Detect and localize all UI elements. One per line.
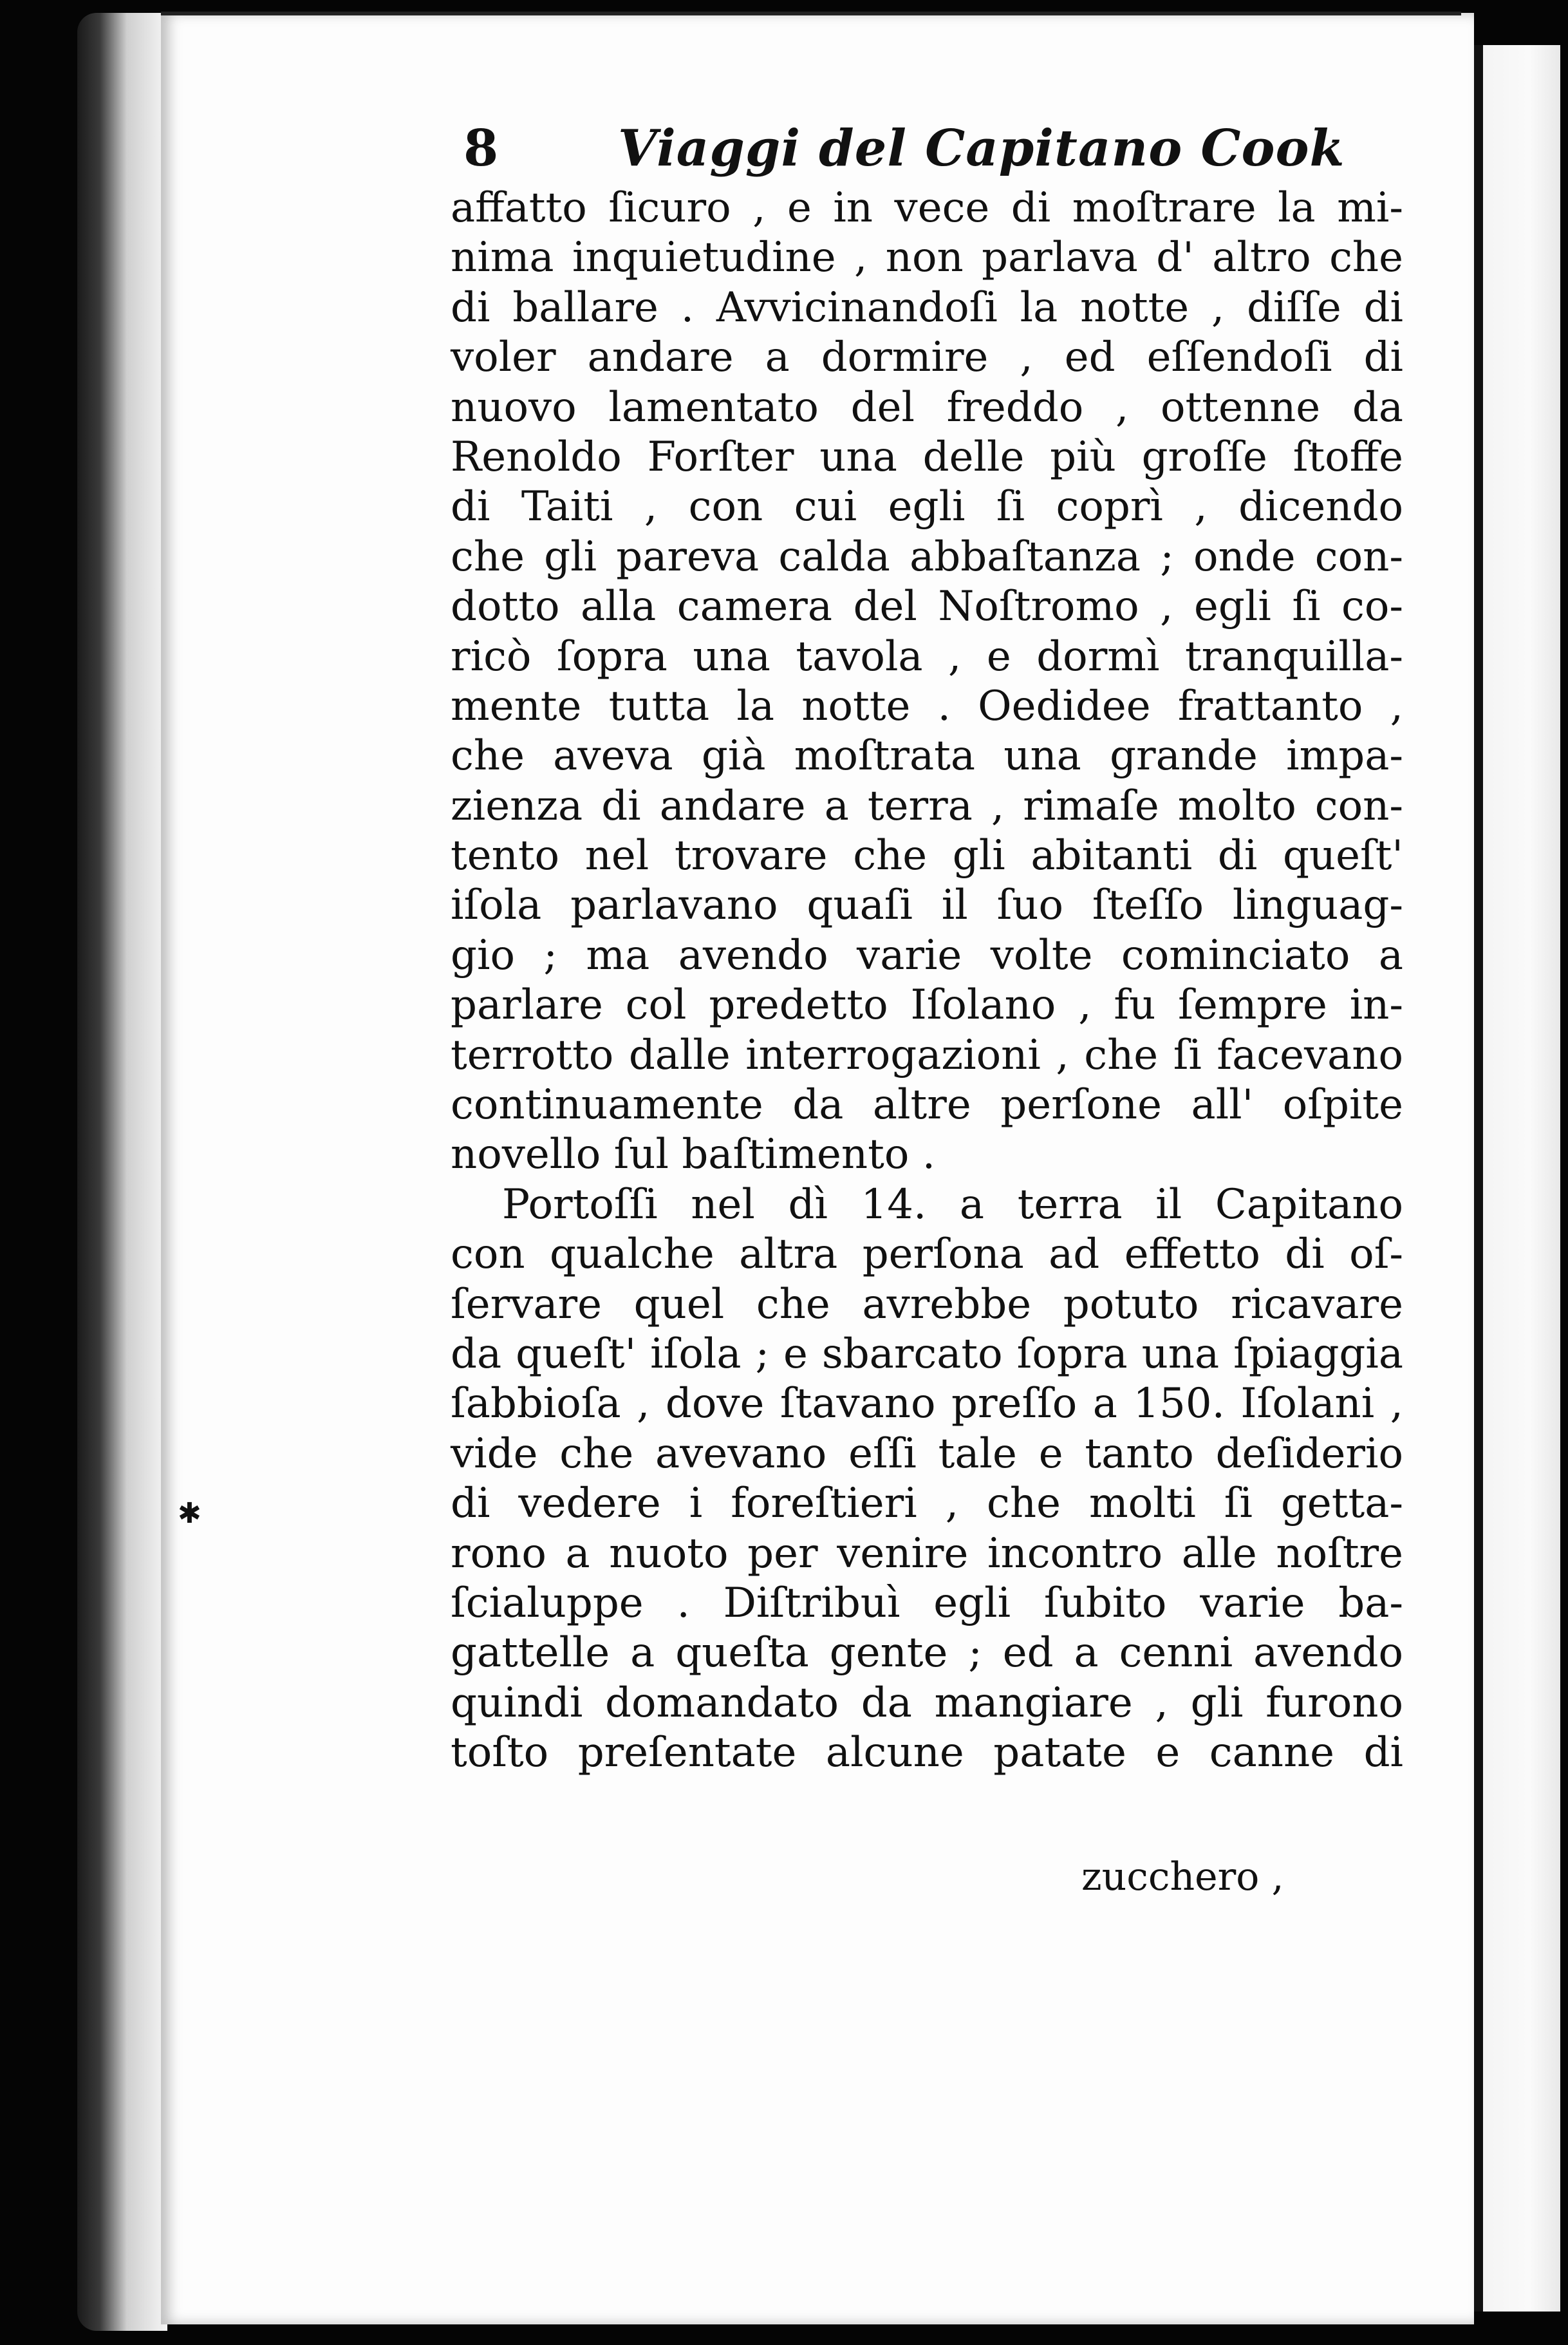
text-line: novello ſul baſtimento . bbox=[451, 1131, 936, 1179]
text-line: ricò ſopra una tavola , e dormì tranquilla- bbox=[451, 632, 1403, 681]
text-line: dotto alla camera del Noſtromo , egli ſi co- bbox=[451, 583, 1403, 631]
catchword: zucchero , bbox=[1081, 1854, 1284, 1899]
text-line: vide che avevano eſſi tale e tanto deſiderio bbox=[451, 1429, 1403, 1478]
text-line: di Taiti , con cui egli ſi coprì , dicendo bbox=[451, 483, 1403, 531]
text-line: toſto preſentate alcune patate e canne di bbox=[451, 1729, 1403, 1777]
text-line: ſcialuppe . Diſtribuì egli ſubito varie ba- bbox=[451, 1579, 1403, 1627]
text-line: di ballare . Avvicinandoſi la notte , diſſe di bbox=[451, 283, 1403, 332]
next-page-edge bbox=[1474, 45, 1560, 2312]
text-line: tento nel trovare che gli abitanti di queſt' bbox=[451, 832, 1403, 880]
page-number: 8 bbox=[463, 119, 499, 178]
body-text bbox=[451, 184, 1403, 1778]
text-line: ſervare quel che avrebbe potuto ricavare bbox=[451, 1280, 1403, 1328]
running-head bbox=[463, 119, 1403, 190]
text-line: che aveva già moſtrata una grande impa- bbox=[451, 732, 1403, 780]
text-line: continuamente da altre perſone all' oſpite bbox=[451, 1081, 1403, 1129]
text-line: rono a nuoto per venire incontro alle noſtre bbox=[451, 1529, 1403, 1577]
text-line: parlare col predetto Iſolano , fu ſempre in- bbox=[451, 981, 1403, 1030]
text-line: ſabbioſa , dove ſtavano preſſo a 150. Iſolani , bbox=[451, 1380, 1403, 1428]
text-line: iſola parlavano quaſi il ſuo ſteſſo linguag- bbox=[451, 881, 1403, 930]
book-spine-edge bbox=[77, 13, 167, 2331]
text-line: da queſt' iſola ; e sbarcato ſopra una ſpiaggia bbox=[451, 1330, 1403, 1378]
text-line: di vedere i foreſtieri , che molti ſi getta- bbox=[451, 1480, 1403, 1528]
text-line: con qualche altra perſona ad effetto di oſ- bbox=[451, 1230, 1403, 1279]
text-line: quindi domandato da mangiare , gli furono bbox=[451, 1679, 1403, 1727]
page-top-edge bbox=[161, 12, 1461, 15]
text-line: zienza di andare a terra , rimaſe molto con- bbox=[451, 782, 1403, 830]
text-line: che gli pareva calda abbaſtanza ; onde con- bbox=[451, 532, 1403, 581]
text-line: affatto ſicuro , e in vece di moſtrare la mi- bbox=[451, 184, 1403, 232]
text-line: nuovo lamentato del freddo , ottenne da bbox=[451, 383, 1403, 431]
text-line: terrotto dalle interrogazioni , che ſi facevano bbox=[451, 1031, 1403, 1079]
text-line: gio ; ma avendo varie volte cominciato a bbox=[451, 931, 1403, 979]
running-title: Viaggi del Capitano Cook bbox=[618, 119, 1345, 178]
text-line: Portoſſi nel dì 14. a terra il Capitano bbox=[502, 1180, 1403, 1229]
text-line: nima inquietudine , non parlava d' altro che bbox=[451, 234, 1403, 282]
text-line: voler andare a dormire , ed eſſendoſi di bbox=[451, 334, 1403, 382]
text-line: mente tutta la notte . Oedidee frattanto , bbox=[451, 682, 1403, 730]
text-line: Renoldo Forſter una delle più groſſe ſtoffe bbox=[451, 433, 1403, 481]
text-line: gattelle a queſta gente ; ed a cenni avendo bbox=[451, 1629, 1403, 1677]
margin-mark-icon: ✱ bbox=[178, 1497, 201, 1530]
